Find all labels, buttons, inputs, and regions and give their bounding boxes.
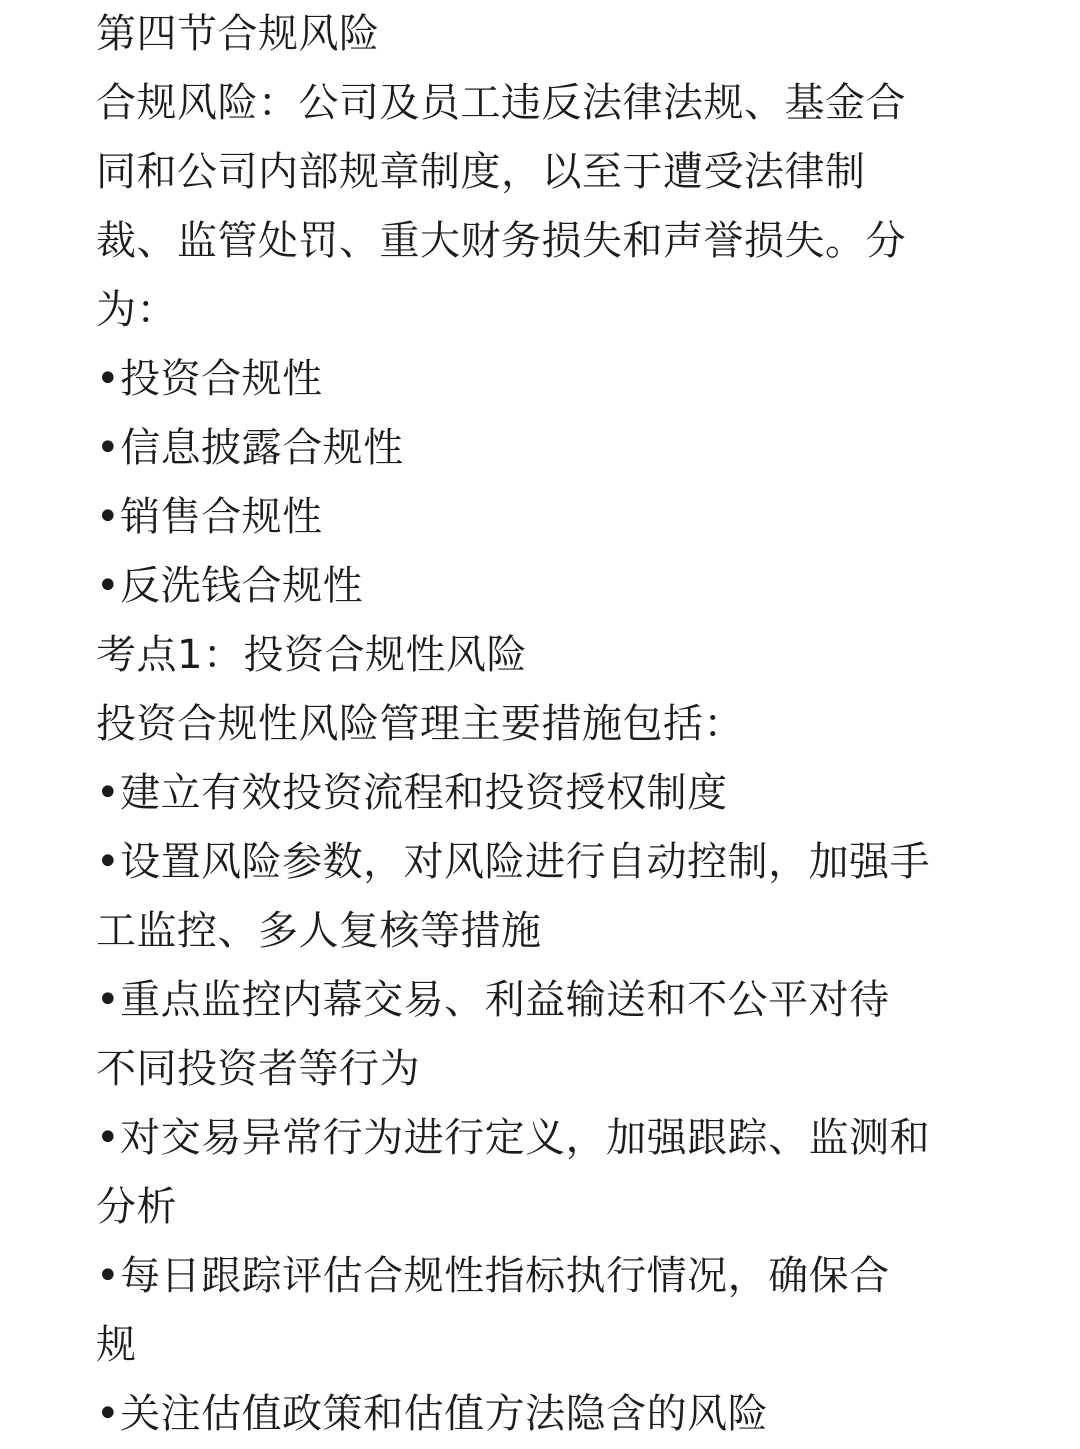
paragraph-line: 投资合规性风险管理主要措施包括： [96,701,744,747]
bullet-item: •投资合规性 [96,356,323,402]
definition-line: 合规风险：公司及员工违反法律法规、基金合 [96,80,906,126]
section-title: 第四节合规风险 [96,11,380,57]
bullet-item: •信息披露合规性 [96,425,404,471]
document-body [96,0,966,1449]
bullet-item: •建立有效投资流程和投资授权制度 [96,770,728,816]
definition-line: 裁、监管处罚、重大财务损失和声誉损失。分 [96,218,906,264]
bullet-item: •每日跟踪评估合规性指标执行情况，确保合 [96,1253,890,1299]
bullet-item-continuation: 分析 [96,1184,177,1230]
bullet-item: •反洗钱合规性 [96,563,364,609]
bullet-item: •关注估值政策和估值方法隐含的风险 [96,1391,769,1437]
bullet-item-continuation: 不同投资者等行为 [96,1046,420,1092]
definition-line: 为： [96,287,177,333]
bullet-item-continuation: 工监控、多人复核等措施 [96,908,542,954]
bullet-item: •重点监控内幕交易、利益输送和不公平对待 [96,977,890,1023]
bullet-item: •销售合规性 [96,494,323,540]
definition-line: 同和公司内部规章制度，以至于遭受法律制 [96,149,866,195]
bullet-item: •设置风险参数，对风险进行自动控制，加强手 [96,839,931,885]
subsection-heading: 考点1：投资合规性风险 [96,632,527,678]
bullet-item: •对交易异常行为进行定义，加强跟踪、监测和 [96,1115,931,1161]
bullet-item-continuation: 规 [96,1322,137,1368]
